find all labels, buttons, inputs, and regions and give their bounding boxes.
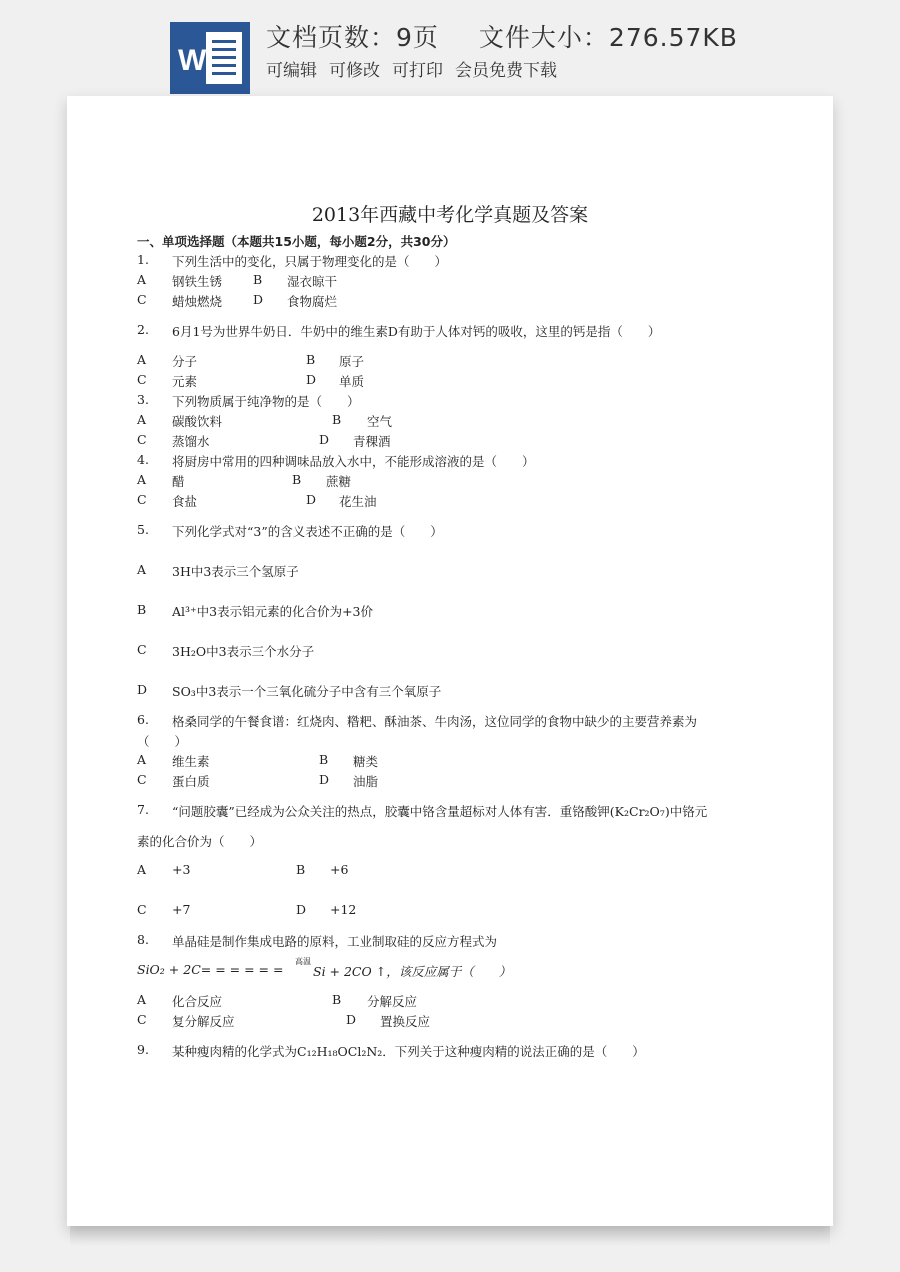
option-letter: A bbox=[137, 472, 147, 487]
question-number: 2. bbox=[137, 322, 149, 337]
question-number: 4. bbox=[137, 452, 149, 467]
feature-modifiable: 可修改 bbox=[329, 61, 380, 81]
option-letter: C bbox=[137, 432, 147, 447]
feature-printable: 可打印 bbox=[392, 61, 443, 81]
option-c: 食盐 bbox=[172, 494, 198, 509]
question-6-continued bbox=[67, 732, 833, 750]
question-number: 8. bbox=[137, 932, 149, 947]
option-letter: C bbox=[137, 902, 147, 917]
question-5 bbox=[67, 522, 833, 540]
question-9 bbox=[67, 1042, 833, 1060]
option-letter: D bbox=[319, 432, 330, 447]
option-letter: A bbox=[137, 352, 147, 367]
question-number: 7. bbox=[137, 802, 149, 817]
question-7 bbox=[67, 802, 833, 820]
option-d: 青稞酒 bbox=[353, 434, 391, 449]
option-c: 复分解反应 bbox=[172, 1014, 235, 1029]
question-1 bbox=[67, 252, 833, 270]
options-row bbox=[67, 412, 833, 430]
question-text-continued: 素的化合价为（ ） bbox=[137, 834, 263, 849]
option-letter: D bbox=[346, 1012, 357, 1027]
document-page bbox=[67, 96, 833, 1226]
question-text: 某种瘦肉精的化学式为C₁₂H₁₈OCl₂N₂．下列关于这种瘦肉精的说法正确的是（ ） bbox=[172, 1044, 645, 1059]
feature-editable: 可编辑 bbox=[266, 61, 317, 81]
option-letter: D bbox=[306, 372, 317, 387]
option-letter: A bbox=[137, 272, 147, 287]
option-letter: B bbox=[306, 352, 316, 367]
option-a: 钢铁生锈 bbox=[172, 274, 223, 289]
question-3 bbox=[67, 392, 833, 410]
options-row bbox=[67, 772, 833, 790]
option-c: 元素 bbox=[172, 374, 198, 389]
question-text: 下列物质属于纯净物的是（ ） bbox=[172, 394, 360, 409]
question-text: 6月1号为世界牛奶日．牛奶中的维生素D有助于人体对钙的吸收，这里的钙是指（ ） bbox=[172, 324, 661, 339]
option-a: 碳酸饮料 bbox=[172, 414, 223, 429]
option-d: 置换反应 bbox=[380, 1014, 431, 1029]
options-row bbox=[67, 352, 833, 370]
option-b: 糖类 bbox=[353, 754, 379, 769]
question-6 bbox=[67, 712, 833, 730]
equation-left: SiO₂ + 2C= = = = = = bbox=[137, 962, 284, 977]
download-banner bbox=[0, 0, 900, 96]
option-letter: C bbox=[137, 642, 147, 657]
option-a: 化合反应 bbox=[172, 994, 223, 1009]
option-letter: A bbox=[137, 752, 147, 767]
question-8 bbox=[67, 932, 833, 950]
question-text: 下列化学式对“3”的含义表述不正确的是（ ） bbox=[172, 524, 443, 539]
option-b: 湿衣晾干 bbox=[287, 274, 338, 289]
document-title: 2013年西藏中考化学真题及答案 bbox=[311, 204, 589, 226]
option-d: +12 bbox=[330, 902, 357, 917]
option-d: 食物腐烂 bbox=[287, 294, 338, 309]
option-c: 蒸馏水 bbox=[172, 434, 210, 449]
options-row bbox=[67, 562, 833, 580]
option-letter: C bbox=[137, 492, 147, 507]
options-row bbox=[67, 992, 833, 1010]
word-document-icon bbox=[170, 22, 250, 94]
option-letter: A bbox=[137, 992, 147, 1007]
file-info bbox=[266, 18, 738, 54]
option-letter: A bbox=[137, 862, 147, 877]
option-b: +6 bbox=[330, 862, 349, 877]
option-c: +7 bbox=[172, 902, 191, 917]
options-row bbox=[67, 472, 833, 490]
option-c: 蜡烛燃烧 bbox=[172, 294, 223, 309]
option-a: +3 bbox=[172, 862, 191, 877]
options-row bbox=[67, 432, 833, 450]
question-text: 下列生活中的变化，只属于物理变化的是（ ） bbox=[172, 254, 448, 269]
options-row bbox=[67, 292, 833, 310]
option-a: 分子 bbox=[172, 354, 198, 369]
option-letter: B bbox=[253, 272, 263, 287]
question-text: 单晶硅是制作集成电路的原料，工业制取硅的反应方程式为 bbox=[172, 934, 498, 949]
question-number: 5. bbox=[137, 522, 149, 537]
options-row bbox=[67, 682, 833, 700]
option-letter: D bbox=[296, 902, 307, 917]
options-row bbox=[67, 602, 833, 620]
option-a: 维生素 bbox=[172, 754, 210, 769]
svg-text:W: W bbox=[178, 44, 207, 77]
option-c: 蛋白质 bbox=[172, 774, 210, 789]
question-4 bbox=[67, 452, 833, 470]
feature-member-download[interactable]: 会员免费下载 bbox=[455, 61, 557, 81]
equation-right: Si + 2CO ↑，该反应属于（ ） bbox=[313, 964, 512, 979]
option-letter: B bbox=[296, 862, 306, 877]
option-letter: D bbox=[306, 492, 317, 507]
options-row bbox=[67, 272, 833, 290]
option-letter: B bbox=[332, 992, 342, 1007]
option-c: 3H₂O中3表示三个水分子 bbox=[172, 644, 315, 659]
option-a: 3H中3表示三个氢原子 bbox=[172, 564, 299, 579]
options-row bbox=[67, 862, 833, 880]
reaction-condition: 高温 bbox=[295, 957, 311, 966]
section-heading: 一、单项选择题（本题共15小题，每小题2分，共30分） bbox=[137, 234, 456, 249]
question-text: “问题胶囊”已经成为公众关注的热点，胶囊中铬含量超标对人体有害．重铬酸钾(K₂Cr₂O₇)中铬元 bbox=[172, 804, 708, 819]
option-d: 单质 bbox=[339, 374, 365, 389]
question-text: 将厨房中常用的四种调味品放入水中，不能形成溶液的是（ ） bbox=[172, 454, 535, 469]
option-letter: B bbox=[292, 472, 302, 487]
option-letter: D bbox=[253, 292, 264, 307]
options-row bbox=[67, 642, 833, 660]
option-letter: C bbox=[137, 292, 147, 307]
question-2 bbox=[67, 322, 833, 340]
option-b: 原子 bbox=[339, 354, 365, 369]
question-text: 格桑同学的午餐食谱：红烧肉、糌粑、酥油茶、牛肉汤，这位同学的食物中缺少的主要营养素为 bbox=[172, 714, 698, 729]
option-letter: D bbox=[137, 682, 148, 697]
option-letter: C bbox=[137, 1012, 147, 1027]
question-number: 6. bbox=[137, 712, 149, 727]
option-letter: A bbox=[137, 412, 147, 427]
option-a: 醋 bbox=[172, 474, 185, 489]
option-d: 花生油 bbox=[339, 494, 377, 509]
reaction-equation bbox=[67, 957, 833, 980]
options-row bbox=[67, 902, 833, 920]
option-letter: B bbox=[319, 752, 329, 767]
question-7-continued bbox=[67, 832, 833, 850]
option-letter: C bbox=[137, 372, 147, 387]
question-number: 9. bbox=[137, 1042, 149, 1057]
option-letter: D bbox=[319, 772, 330, 787]
question-number: 1. bbox=[137, 252, 149, 267]
option-d: 油脂 bbox=[353, 774, 379, 789]
option-letter: B bbox=[137, 602, 147, 617]
options-row bbox=[67, 752, 833, 770]
option-b: Al³⁺中3表示铝元素的化合价为+3价 bbox=[172, 604, 374, 619]
option-d: SO₃中3表示一个三氧化硫分子中含有三个氧原子 bbox=[172, 684, 442, 699]
option-letter: C bbox=[137, 772, 147, 787]
options-row bbox=[67, 492, 833, 510]
feature-list bbox=[266, 56, 569, 81]
answer-bracket: （ ） bbox=[137, 734, 188, 749]
option-b: 分解反应 bbox=[367, 994, 418, 1009]
page-count: 文档页数：9页 bbox=[266, 23, 439, 52]
option-b: 蔗糖 bbox=[326, 474, 352, 489]
file-size: 文件大小：276.57KB bbox=[478, 23, 738, 52]
options-row bbox=[67, 372, 833, 390]
options-row bbox=[67, 1012, 833, 1030]
option-letter: A bbox=[137, 562, 147, 577]
page-shadow bbox=[70, 1226, 830, 1246]
option-b: 空气 bbox=[367, 414, 393, 429]
option-letter: B bbox=[332, 412, 342, 427]
question-number: 3. bbox=[137, 392, 149, 407]
